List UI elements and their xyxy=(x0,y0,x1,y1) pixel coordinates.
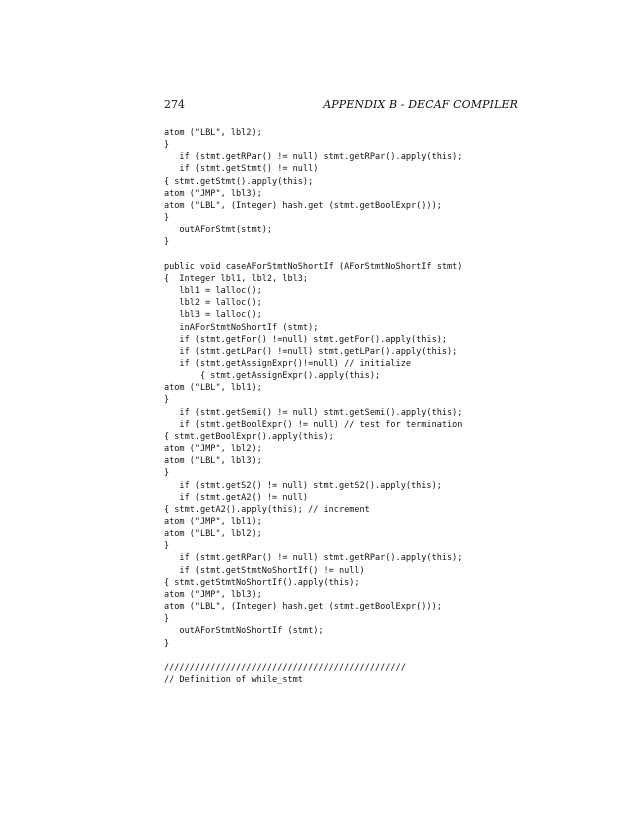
code-line: atom ("LBL", lbl1); xyxy=(164,383,262,394)
code-line: if (stmt.getStmtNoShortIf() != null) xyxy=(164,565,365,576)
code-line: atom ("LBL", lbl2); xyxy=(164,128,262,138)
code-listing xyxy=(164,127,524,686)
code-line: atom ("JMP", lbl1); xyxy=(164,517,262,527)
running-head: APPENDIX B - DECAF COMPILER xyxy=(323,98,518,111)
code-line xyxy=(164,249,524,261)
code-line: atom ("LBL", lbl2); xyxy=(164,529,262,540)
code-line: if (stmt.getFor() !=null) stmt.getFor().apply(this); xyxy=(164,334,448,345)
code-line: if (stmt.getLPar() !=null) stmt.getLPar().apply(this); xyxy=(164,346,458,357)
code-line: { stmt.getStmt().apply(this); xyxy=(164,176,314,187)
code-line: { stmt.getAssignExpr().apply(this); xyxy=(164,371,381,382)
code-line: } xyxy=(164,541,170,552)
code-line: { Integer lbl1, lbl2, lbl3; xyxy=(164,273,309,284)
code-line: if (stmt.getStmt() != null) xyxy=(164,164,319,175)
code-line: lbl2 = lalloc(); xyxy=(164,298,262,309)
code-line: { stmt.getA2().apply(this); // increment xyxy=(164,504,370,515)
code-line: // Definition of while_stmt xyxy=(164,675,303,686)
code-line xyxy=(164,650,524,662)
code-line: if (stmt.getBoolExpr() != null) // test for termination xyxy=(164,419,463,430)
page-number: 274 xyxy=(164,98,185,111)
code-line: } xyxy=(164,140,170,151)
code-line: } xyxy=(164,213,170,224)
code-line: atom ("JMP", lbl3); xyxy=(164,589,262,600)
code-line: atom ("LBL", (Integer) hash.get (stmt.getBoolExpr())); xyxy=(164,200,442,211)
code-line: if (stmt.getAssignExpr()!=null) // initialize xyxy=(164,358,411,369)
code-line: atom ("JMP", lbl2); xyxy=(164,444,262,455)
code-line: atom ("LBL", (Integer) hash.get (stmt.getBoolExpr())); xyxy=(164,602,442,613)
code-line: outAForStmt(stmt); xyxy=(164,225,273,236)
code-line: /////////////////////////////////////////////// xyxy=(164,662,406,673)
code-line: inAForStmtNoShortIf (stmt); xyxy=(164,322,319,333)
code-line: if (stmt.getA2() != null) xyxy=(164,492,309,503)
code-line: public void caseAForStmtNoShortIf (AForStmtNoShortIf stmt) xyxy=(164,261,463,272)
code-line: atom ("JMP", lbl3); xyxy=(164,188,262,199)
code-line: lbl1 = lalloc(); xyxy=(164,286,262,297)
code-line: atom ("LBL", lbl3); xyxy=(164,456,262,467)
code-line: if (stmt.getS2() != null) stmt.getS2().apply(this); xyxy=(164,480,442,491)
code-line: } xyxy=(164,638,170,649)
code-line: } xyxy=(164,237,170,248)
code-line: lbl3 = lalloc(); xyxy=(164,310,262,321)
code-line: if (stmt.getRPar() != null) stmt.getRPar().apply(this); xyxy=(164,152,463,163)
code-line: { stmt.getStmtNoShortIf().apply(this); xyxy=(164,577,360,588)
code-line: } xyxy=(164,614,170,625)
code-line: } xyxy=(164,468,170,479)
code-line: outAForStmtNoShortIf (stmt); xyxy=(164,626,324,637)
code-line: { stmt.getBoolExpr().apply(this); xyxy=(164,431,334,442)
code-line: if (stmt.getSemi() != null) stmt.getSemi().apply(this); xyxy=(164,407,463,418)
code-line: if (stmt.getRPar() != null) stmt.getRPar().apply(this); xyxy=(164,553,463,564)
code-line: } xyxy=(164,395,170,406)
